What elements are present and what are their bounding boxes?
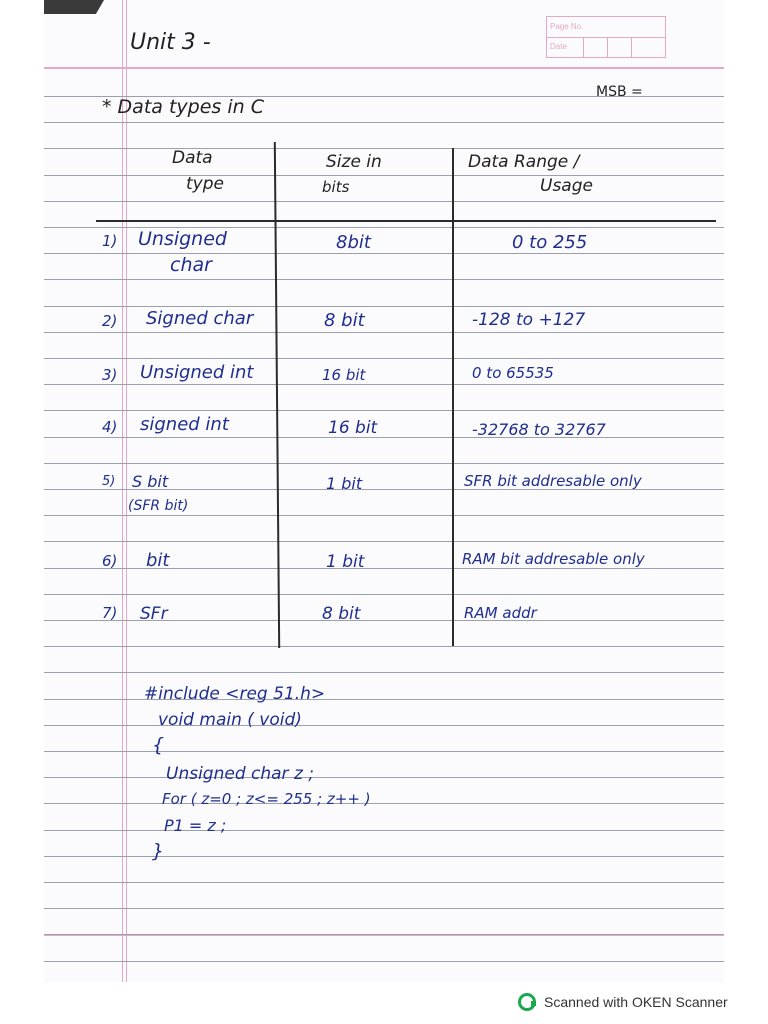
msb-label: MSB =: [596, 84, 643, 100]
scanner-footer: [518, 992, 728, 1012]
section-title: * Data types in C: [102, 96, 264, 118]
oken-scanner-logo-icon: [518, 993, 536, 1011]
ruled-line: [44, 332, 724, 333]
row-number: 2): [102, 312, 118, 330]
ruled-line: [44, 358, 724, 359]
date-cell-divider: [583, 37, 584, 57]
header-range-line1: Data Range /: [468, 152, 580, 172]
row-range: 0 to 65535: [472, 364, 554, 382]
table-column-divider-2: [452, 148, 454, 646]
header-data-type-line1: Data: [172, 148, 213, 168]
row-size: 16 bit: [328, 418, 378, 438]
row-size: 8 bit: [324, 310, 365, 331]
ruled-line: [44, 856, 724, 857]
row-number: 5): [102, 474, 116, 489]
ruled-line: [44, 253, 724, 254]
row-type: Unsigned: [138, 228, 227, 250]
page-no-label: Page No.: [547, 17, 665, 38]
code-line: #include <reg 51.h>: [144, 684, 326, 704]
ruled-line: [44, 384, 724, 385]
ruled-line: [44, 725, 724, 726]
date-cell-divider: [631, 37, 632, 57]
row-number: 4): [102, 418, 118, 436]
ruled-line: [44, 646, 724, 647]
ruled-line: [44, 777, 724, 778]
ruled-line: [44, 961, 724, 962]
row-type: Signed char: [146, 308, 254, 329]
row-number: 6): [102, 552, 118, 570]
date-cell-divider: [607, 37, 608, 57]
row-number: 3): [102, 366, 118, 384]
table-column-divider-1: [274, 142, 280, 648]
row-size: 1 bit: [326, 552, 365, 572]
row-number: 1): [102, 232, 118, 250]
ruled-line: [44, 672, 724, 673]
page-corner-shadow: [44, 0, 104, 14]
top-margin-rule: [44, 67, 724, 69]
ruled-line: [44, 830, 724, 831]
ruled-line: [44, 908, 724, 909]
table-header-divider: [96, 220, 716, 222]
header-data-type-line2: type: [186, 174, 224, 194]
code-line: For ( z=0 ; z<= 255 ; z++ ): [162, 790, 371, 808]
ruled-line: [44, 594, 724, 595]
row-type: Unsigned int: [140, 362, 254, 383]
row-size: 8 bit: [322, 604, 361, 624]
header-size-line2: bits: [322, 178, 350, 196]
code-line: void main ( void): [158, 710, 302, 730]
row-type-2: char: [170, 254, 212, 276]
code-line: {: [152, 734, 165, 756]
ruled-line: [44, 410, 724, 411]
code-line: Unsigned char z ;: [166, 764, 315, 784]
code-line: }: [152, 840, 165, 862]
row-range: RAM addr: [464, 604, 537, 622]
ruled-line: [44, 882, 724, 883]
ruled-line: [44, 463, 724, 464]
header-size-line1: Size in: [326, 152, 382, 172]
row-type: S bit: [132, 472, 169, 491]
code-line: P1 = z ;: [164, 816, 227, 835]
ruled-line: [44, 751, 724, 752]
row-range: -32768 to 32767: [472, 420, 606, 439]
scanner-text: Scanned with OKEN Scanner: [544, 994, 728, 1010]
ruled-line: [44, 437, 724, 438]
ruled-line: [44, 175, 724, 176]
row-type-2: (SFR bit): [128, 498, 189, 514]
notebook-page: [44, 0, 724, 982]
row-size: 1 bit: [326, 474, 363, 493]
ruled-line: [44, 122, 724, 123]
row-range: -128 to +127: [472, 310, 586, 330]
row-type: bit: [146, 550, 170, 571]
row-type: SFr: [140, 604, 168, 624]
ruled-line: [44, 148, 724, 149]
row-range: SFR bit addresable only: [464, 472, 642, 490]
row-size: 8bit: [336, 232, 371, 253]
ruled-line: [44, 306, 724, 307]
unit-title: Unit 3 -: [130, 30, 211, 55]
row-range: RAM bit addresable only: [462, 550, 645, 568]
date-label: Date: [550, 42, 567, 51]
ruled-line: [44, 515, 724, 516]
page-number-date-box: [546, 16, 666, 58]
ruled-line: [44, 541, 724, 542]
row-range: 0 to 255: [512, 232, 588, 253]
ruled-line: [44, 201, 724, 202]
row-size: 16 bit: [322, 366, 366, 384]
row-type: signed int: [140, 414, 229, 435]
row-number: 7): [102, 604, 118, 622]
ruled-line: [44, 934, 724, 935]
header-range-line2: Usage: [540, 176, 593, 196]
ruled-line: [44, 279, 724, 280]
ruled-line: [44, 803, 724, 804]
